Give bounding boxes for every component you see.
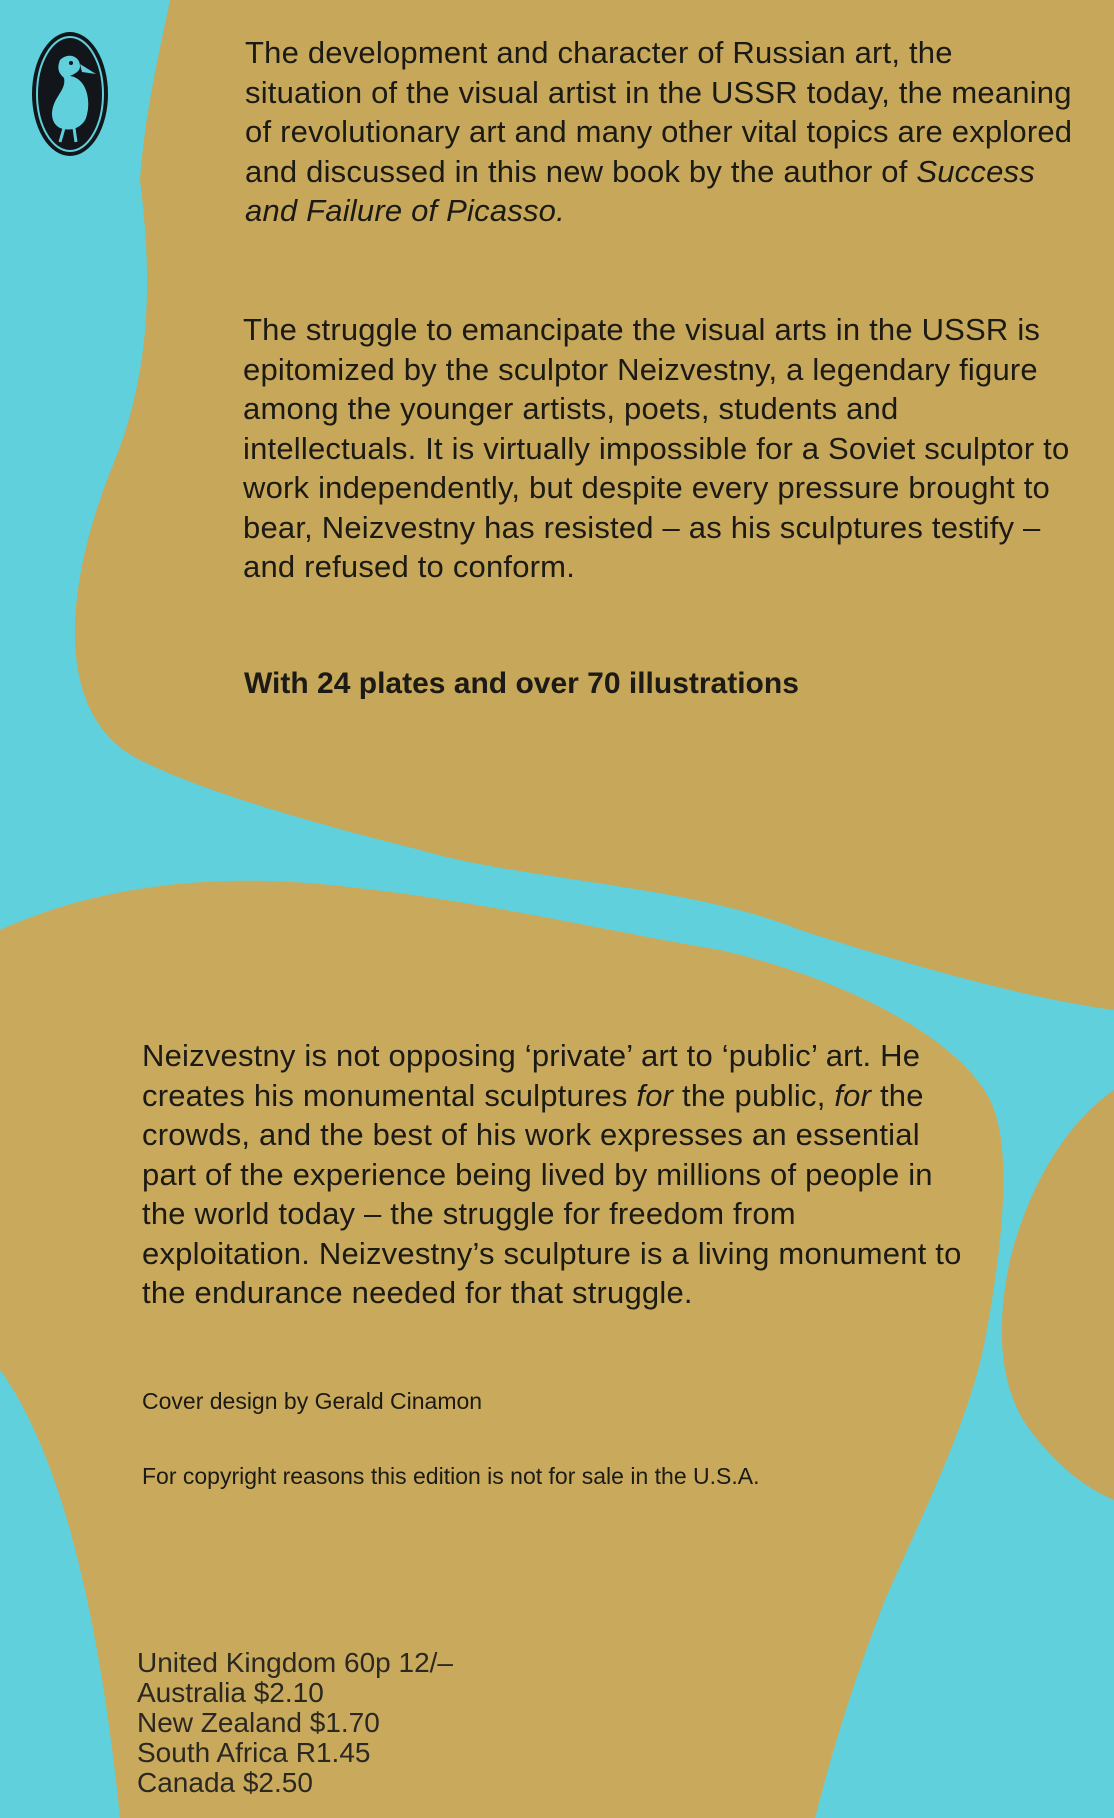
blurb-paragraph-3-for-1: for	[636, 1077, 674, 1113]
price-new-zealand: New Zealand $1.70	[137, 1707, 380, 1738]
price-canada: Canada $2.50	[137, 1767, 313, 1798]
price-australia: Australia $2.10	[137, 1677, 324, 1708]
blurb-paragraph-3	[142, 1036, 972, 1313]
blurb-paragraph-1	[245, 33, 1075, 231]
blurb-paragraph-3-text-c: the crowds, and the best of his work expresses an essential part of the experience being lived by millions of people in the world today – the struggle for freedom from exploitation. Neizvestny’s sculpture is a living monument to the endurance needed for that struggle.	[142, 1077, 962, 1310]
copyright-note: For copyright reasons this edition is not for sale in the U.S.A.	[142, 1463, 760, 1489]
blurb-paragraph-1-text: The development and character of Russian art, the situation of the visual artist in the USSR today, the meaning of revolutionary art and many other vital topics are explored and discussed in this new book by the author of	[245, 35, 1073, 189]
plates-note: With 24 plates and over 70 illustrations	[244, 667, 799, 700]
blurb-paragraph-3-text-b: the public,	[673, 1077, 835, 1113]
blurb-paragraph-3-text-a: Neizvestny is not opposing ‘private’ art to ‘public’ art. He creates his monumental sculptures	[142, 1038, 921, 1113]
pelican-logo-icon	[30, 30, 110, 158]
price-list	[137, 1648, 453, 1798]
price-uk: United Kingdom 60p 12/–	[137, 1647, 453, 1678]
cover-design-credit: Cover design by Gerald Cinamon	[142, 1388, 483, 1414]
blurb-book-title: Success and Failure of Picasso.	[245, 153, 1035, 228]
price-south-africa: South Africa R1.45	[137, 1737, 371, 1768]
blurb-paragraph-3-for-2: for	[834, 1077, 872, 1113]
blurb-paragraph-2: The struggle to emancipate the visual arts in the USSR is epitomized by the sculptor Neizvestny, a legendary figure among the younger artists, poets, students and intellectuals. It is virtually impossible for a Soviet sculptor to work independently, but despite every pressure brought to bear, Neizvestny has resisted – as his sculptures testify – and refused to conform.	[243, 312, 1070, 584]
